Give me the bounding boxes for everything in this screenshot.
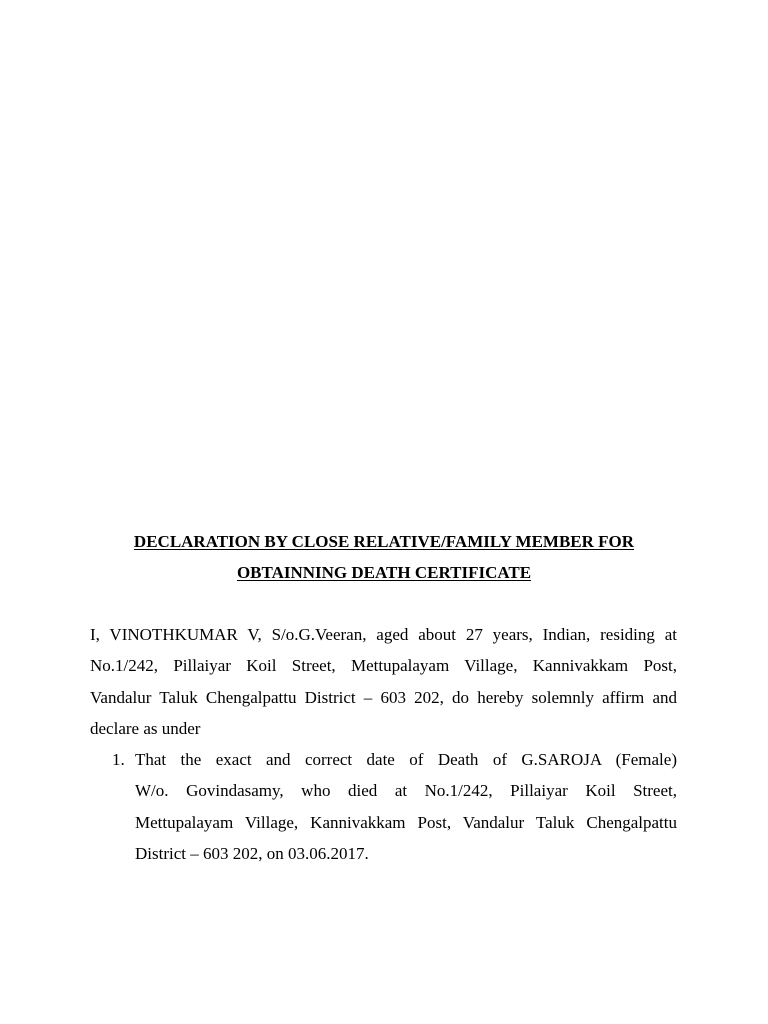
paragraph-line: I, VINOTHKUMAR V, S/o.G.Veeran, aged about 27 years, Indian, residing at <box>90 625 677 644</box>
list-item-line: That the exact and correct date of Death of G.SAROJA (Female) <box>135 750 677 769</box>
paragraph-line: No.1/242, Pillaiyar Koil Street, Mettupalayam Village, Kannivakkam Post, <box>90 656 677 676</box>
list-item-line: District – 603 202, on 03.06.2017. <box>135 843 369 863</box>
list-item-number: 1. <box>112 750 125 769</box>
list-item-text <box>135 744 677 869</box>
intro-paragraph <box>90 619 677 744</box>
paragraph-line: declare as under <box>90 718 201 738</box>
title-line: DECLARATION BY CLOSE RELATIVE/FAMILY MEMBER FOR <box>133 532 635 551</box>
title-line: OBTAINNING DEATH CERTIFICATE <box>236 563 532 582</box>
declaration-title <box>90 526 678 588</box>
list-item-line: Mettupalayam Village, Kannivakkam Post, Vandalur Taluk Chengalpattu <box>135 812 677 832</box>
paragraph-line: Vandalur Taluk Chengalpattu District – 603 202, do hereby solemnly affirm and <box>90 687 677 707</box>
list-item-line: W/o. Govindasamy, who died at No.1/242, Pillaiyar Koil Street, <box>135 781 677 801</box>
